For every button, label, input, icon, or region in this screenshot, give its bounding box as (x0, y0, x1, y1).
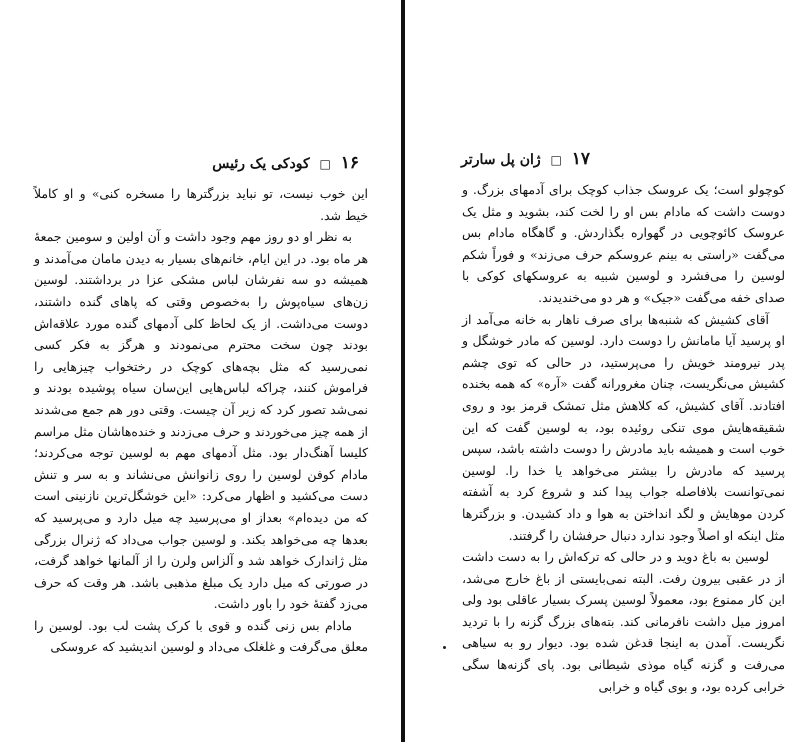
right-page (405, 0, 805, 742)
right-page-number: ۱۷ (571, 149, 590, 169)
right-paragraph-1: کوچولو است؛ یک عروسک جذاب کوچک برای آدمهای بزرگ. و دوست داشت که مادام بس او را لخت کند، بشوید و مثل یک عروسک کائوچویی در گهواره بگذاردش. و گاهگاه مادام بس می‌گفت «راستی به بینم عروسکم حرف می‌زند» و فوراً شکم لوسین را می‌فشرد و لوسین شبیه به عروسکهای کوکی با صدای خفه می‌گفت «جیک» و هر دو می‌خندیدند. (462, 182, 785, 305)
right-paragraph-2: آقای کشیش که شنبه‌ها برای صرف ناهار به خانه می‌آمد از او پرسید آیا مامانش را دوست دارد. لوسین که مادر خوشگل و پدر نیرومند خویش را می‌پرستید، در حالی که توی چشم کشیش می‌نگریست، چنان مغرورانه گفت «آره» که همه بخنده افتادند. آقای کشیش، که کلاهش مثل تمشک قرمز بود و روی شقیقه‌هایش موی تنکی روئیده بود، به لوسین گفت که این خوب است و همیشه باید مادرش را دوست داشته باشد، سپس پرسید که مادرش را بیشتر می‌خواهد یا خدا را. لوسین نمی‌توانست بلافاصله جواب پیدا کند و شروع کرد به آشفته کردن موهایش و لگد انداختن به هوا و داد کشیدن. و بزرگترها مثل اینکه او اصلاً وجود ندارد دنبال حرفشان را گرفتند. (462, 311, 785, 543)
left-body-text (34, 183, 368, 658)
right-running-header (461, 149, 590, 169)
right-body-text (462, 179, 785, 697)
left-running-title: کودکی یک رئیس (212, 156, 310, 172)
left-paragraph-3: مادام بس زنی گنده و قوی با کرک پشت لب بود. لوسین را معلق می‌گرفت و غلغلک می‌داد و لوسین اندیشید که عروسکی (34, 617, 368, 655)
right-running-title: ژان پل سارتر (461, 152, 541, 168)
left-paragraph-1: این خوب نیست، تو نباید بزرگترها را مسخره کنی» و او کاملاً خیط شد. (34, 186, 368, 223)
right-header-separator: □ (550, 153, 562, 167)
scan-speck (443, 646, 446, 649)
left-paragraph-2: به نظر او دو روز مهم وجود داشت و آن اولین و سومین جمعهٔ هر ماه بود. در این ایام، خانم‌های بسیار به دیدن مامان می‌آمدند و همیشه دو سه نفرشان لباس مشکی عزا در برداشتند. لوسین زن‌های سیاه‌پوش را به‌خصوص وقتی که پاهای گنده داشتند، دوست می‌داشت. از یک لحاظ کلی آدمهای گنده مورد علاقه‌اش بودند چون سخت محترم می‌نمودند و هرگز به فکر کسی نمی‌رسید که مثل بچه‌های کوچک در رختخواب چیزهایی را فراموش کنند، چراکه لباس‌هایی این‌سان سیاه پوشیده بودند و نمی‌شد تصور کرد که زیر آن چیست. وقتی دور هم جمع می‌شدند از همه چیز می‌خوردند و حرف می‌زدند و خنده‌هاشان مثل مراسم کلیسا آهنگ‌دار بود. مثل آدمهای مهم به لوسین توجه می‌کردند؛ مادام کوفن لوسین را روی زانوانش می‌نشاند و به سر و تنش دست می‌کشید و اظهار می‌کرد: «این خوشگل‌ترین نازنینی است که من دیده‌ام» بعداز او می‌پرسید چه میل دارد و می‌پرسید که بعدها چه می‌خواهد بکند. و لوسین جواب می‌داد که ژنرال بزرگی مثل ژاندارک خواهد شد و آلزاس ولرن را از آلمانها خواهد گرفت، در صورتی که میل دارد یک مبلغ مذهبی باشد. هر وقت که حرف می‌زد گفتهٔ خود را باور داشت. (34, 229, 368, 612)
right-paragraph-3: لوسین به باغ دوید و در حالی که ترکه‌اش را به دست داشت از در عقبی بیرون رفت. البته نمی‌بایستی از باغ خارج می‌شد، این کار ممنوع بود، معمولاً لوسین پسرک بسیار عاقلی بود ولی امروز میل داشت نافرمانی کند. بته‌های بزرگ گزنه را با تردید نگریست. آمدن به اینجا قدغن شده بود. دیوار رو به سیاهی می‌رفت و گزنه گیاه موذی شیطانی بود. پای گزنه‌ها سگی خرابی کرده بود، و بوی گیاه و خرابی (462, 549, 785, 694)
left-header-separator: □ (319, 157, 331, 171)
left-running-header (212, 153, 359, 173)
left-page-number: ۱۶ (340, 153, 359, 173)
left-page (0, 0, 402, 742)
